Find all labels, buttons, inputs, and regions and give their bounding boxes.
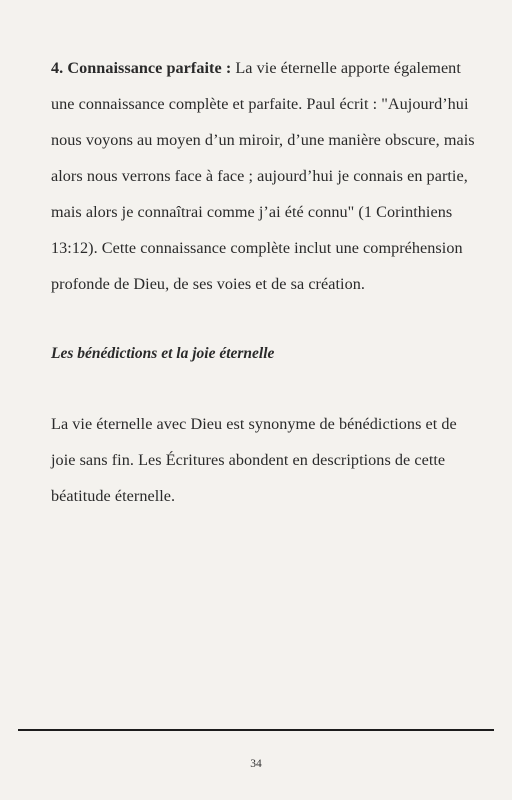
section-heading: Les bénédictions et la joie éternelle bbox=[51, 345, 275, 362]
page-number: 34 bbox=[250, 758, 262, 770]
item-label: 4. Connaissance parfaite : bbox=[51, 59, 232, 77]
paragraph-blessings: La vie éternelle avec Dieu est synonyme de bénédictions et de joie sans fin. Les Écritures abondent en descriptions de cette béatitude éternelle. bbox=[51, 415, 457, 505]
item-text: La vie éternelle apporte également une connaissance complète et parfaite. Paul écrit : "Aujourd’hui nous voyons au moyen d’un miroir, d’une manière obscure, mais alors nous verrons face à face ; aujourd’hui je connais en partie, mais alors je connaîtrai comme j’ai été connu" (1 Corinthiens 13:12). Cette connaissance complète inclut une compréhension profonde de Dieu, de ses voies et de sa création. bbox=[51, 59, 475, 293]
footer-divider bbox=[18, 729, 494, 731]
paragraph-perfect-knowledge bbox=[51, 50, 483, 302]
page-body bbox=[51, 50, 483, 514]
